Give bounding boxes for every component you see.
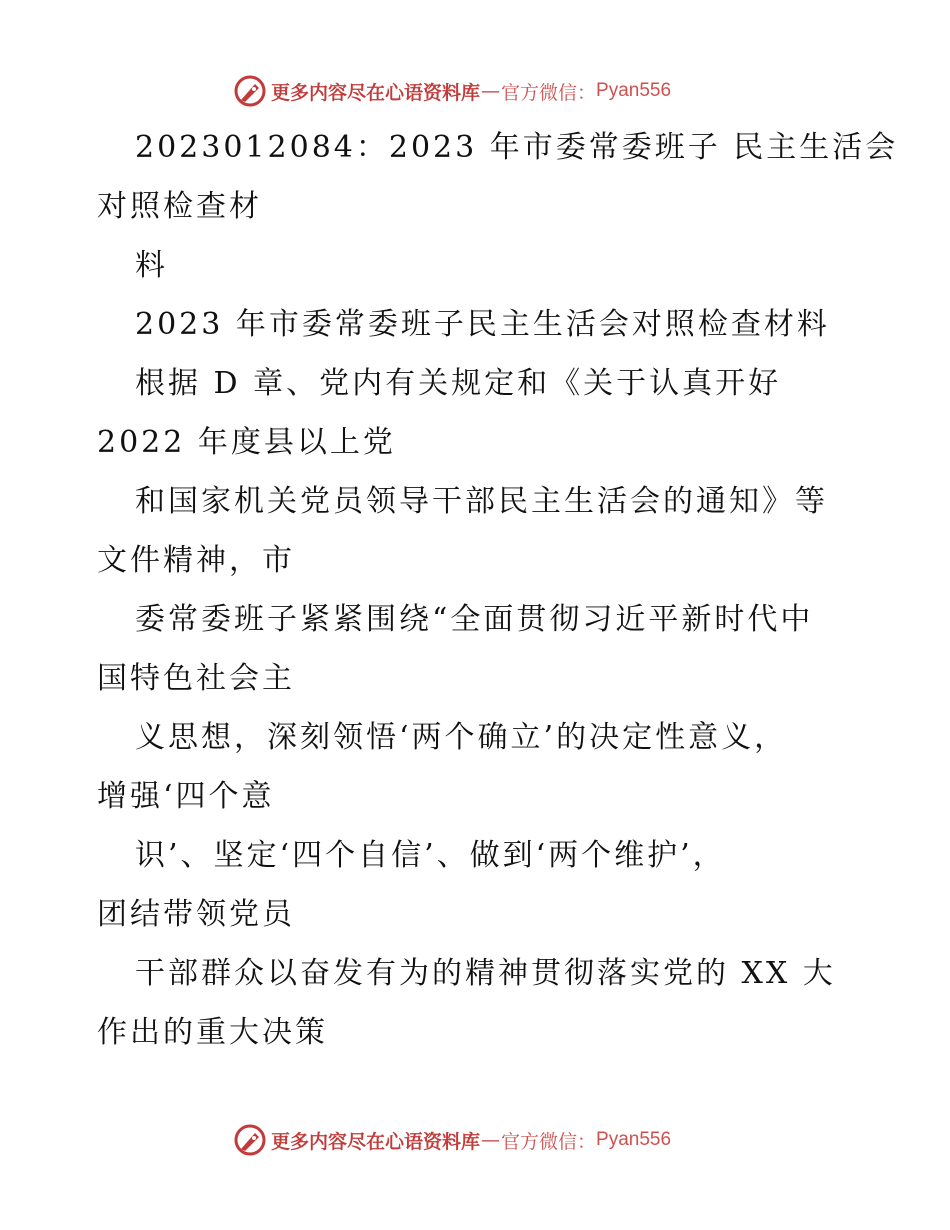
doc-line: 干部群众以奋发有为的精神贯彻落实党的 XX 大	[135, 956, 836, 991]
doc-line: 识’、坚定‘四个自信’、做到‘两个维护’，	[135, 838, 726, 873]
doc-line: 对照检查材	[97, 189, 262, 224]
doc-line: 团结带领党员	[97, 897, 295, 932]
doc-line: 料	[135, 248, 168, 283]
doc-line: 2023 年市委常委班子民主生活会对照检查材料	[135, 307, 830, 342]
doc-line: 义思想，深刻领悟‘两个确立’的决定性意义，	[135, 720, 788, 755]
doc-line: 国特色社会主	[97, 661, 295, 696]
watermark-wechat-id: Pyan556	[596, 1129, 672, 1150]
doc-line: 增强‘四个意	[97, 779, 275, 814]
watermark-dash: —	[481, 80, 501, 102]
doc-line: 作出的重大决策	[97, 1015, 328, 1050]
watermark-wechat-label: 官方微信：	[501, 81, 597, 104]
watermark-dash: —	[481, 1129, 501, 1151]
pen-nib-logo-icon	[233, 1123, 267, 1157]
header-watermark	[233, 74, 671, 108]
watermark-text: 更多内容尽在心语资料库	[271, 81, 481, 104]
pen-nib-logo-icon	[233, 74, 267, 108]
doc-line: 委常委班子紧紧围绕“全面贯彻习近平新时代中	[135, 602, 814, 637]
watermark-wechat-id: Pyan556	[596, 80, 672, 101]
watermark-text: 更多内容尽在心语资料库	[271, 1130, 481, 1153]
doc-line: 2023012084：2023 年市委常委班子 民主生活会	[135, 130, 899, 165]
doc-line: 根据 D 章、党内有关规定和《关于认真开好	[135, 366, 782, 401]
doc-line: 和国家机关党员领导干部民主生活会的通知》等	[135, 484, 828, 519]
footer-watermark	[233, 1123, 671, 1157]
doc-line: 2022 年度县以上党	[97, 425, 396, 460]
doc-line: 文件精神，市	[97, 543, 295, 578]
watermark-wechat-label: 官方微信：	[501, 1130, 597, 1153]
